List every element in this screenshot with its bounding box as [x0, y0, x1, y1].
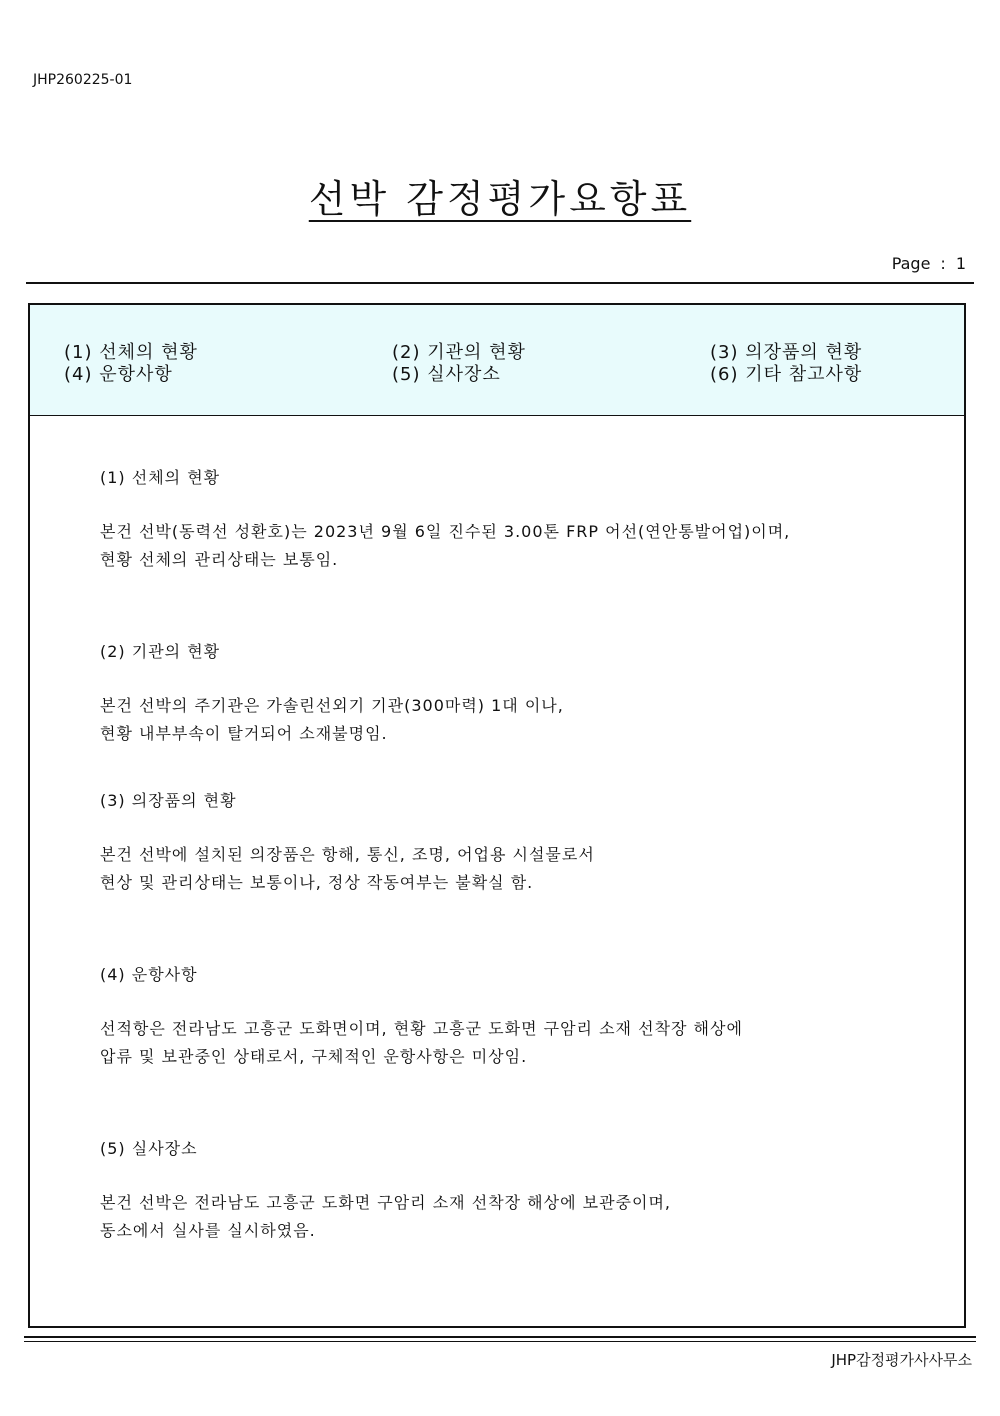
section-line: 본건 선박의 주기관은 가솔린선외기 기관(300마력) 1대 이나,: [100, 696, 564, 715]
page-number-value: 1: [955, 254, 966, 273]
section-heading: (1) 선체의 현황: [100, 468, 221, 487]
toc-item-hull: (1) 선체의 현황: [64, 342, 198, 363]
section-inspection-site: [100, 1136, 671, 1245]
page-separator: :: [940, 254, 946, 273]
section-line: 현상 및 관리상태는 보통이나, 정상 작동여부는 불확실 함.: [100, 873, 534, 892]
page-number: [892, 254, 966, 273]
section-heading: (3) 의장품의 현황: [100, 791, 237, 810]
header-divider: [26, 282, 974, 284]
section-line: 본건 선박(동력선 성환호)는 2023년 9월 6일 진수된 3.00톤 FRP 어선(연안통발어업)이며,: [100, 522, 791, 541]
page-title-text: 선박 감정평가요항표: [308, 177, 692, 221]
office-name: JHP감정평가사사무소: [831, 1351, 972, 1369]
page-title: [0, 168, 1000, 223]
section-line: 선적항은 전라남도 고흥군 도화면이며, 현황 고흥군 도화면 구암리 소재 선착장 해상에: [100, 1019, 743, 1038]
toc-item-inspection-site: (5) 실사장소: [392, 364, 501, 385]
document-id: JHP260225-01: [33, 72, 133, 88]
section-line: 압류 및 보관중인 상태로서, 구체적인 운항사항은 미상임.: [100, 1047, 528, 1066]
section-heading: (4) 운항사항: [100, 965, 198, 984]
section-line: 현황 선체의 관리상태는 보통임.: [100, 550, 339, 569]
section-heading: (5) 실사장소: [100, 1139, 198, 1158]
section-heading: (2) 기관의 현황: [100, 642, 221, 661]
section-line: 본건 선박은 전라남도 고흥군 도화면 구암리 소재 선착장 해상에 보관중이며,: [100, 1193, 671, 1212]
table-of-contents: [30, 305, 964, 416]
content-frame: [28, 303, 966, 1328]
section-equipment: [100, 788, 595, 897]
toc-item-operation: (4) 운항사항: [64, 364, 173, 385]
section-line: 동소에서 실사를 실시하였음.: [100, 1221, 316, 1240]
toc-item-other-notes: (6) 기타 참고사항: [710, 364, 863, 385]
toc-item-equipment: (3) 의장품의 현황: [710, 342, 863, 363]
toc-item-engine: (2) 기관의 현황: [392, 342, 526, 363]
section-operation: [100, 962, 743, 1071]
section-engine: [100, 639, 564, 748]
footer-divider: [24, 1336, 976, 1338]
section-line: 현황 내부부속이 탈거되어 소재불명임.: [100, 724, 388, 743]
page-label: Page: [891, 254, 931, 273]
section-line: 본건 선박에 설치된 의장품은 항해, 통신, 조명, 어업용 시설물로서: [100, 845, 595, 864]
section-hull: [100, 465, 790, 574]
footer-divider-thin: [24, 1341, 976, 1342]
